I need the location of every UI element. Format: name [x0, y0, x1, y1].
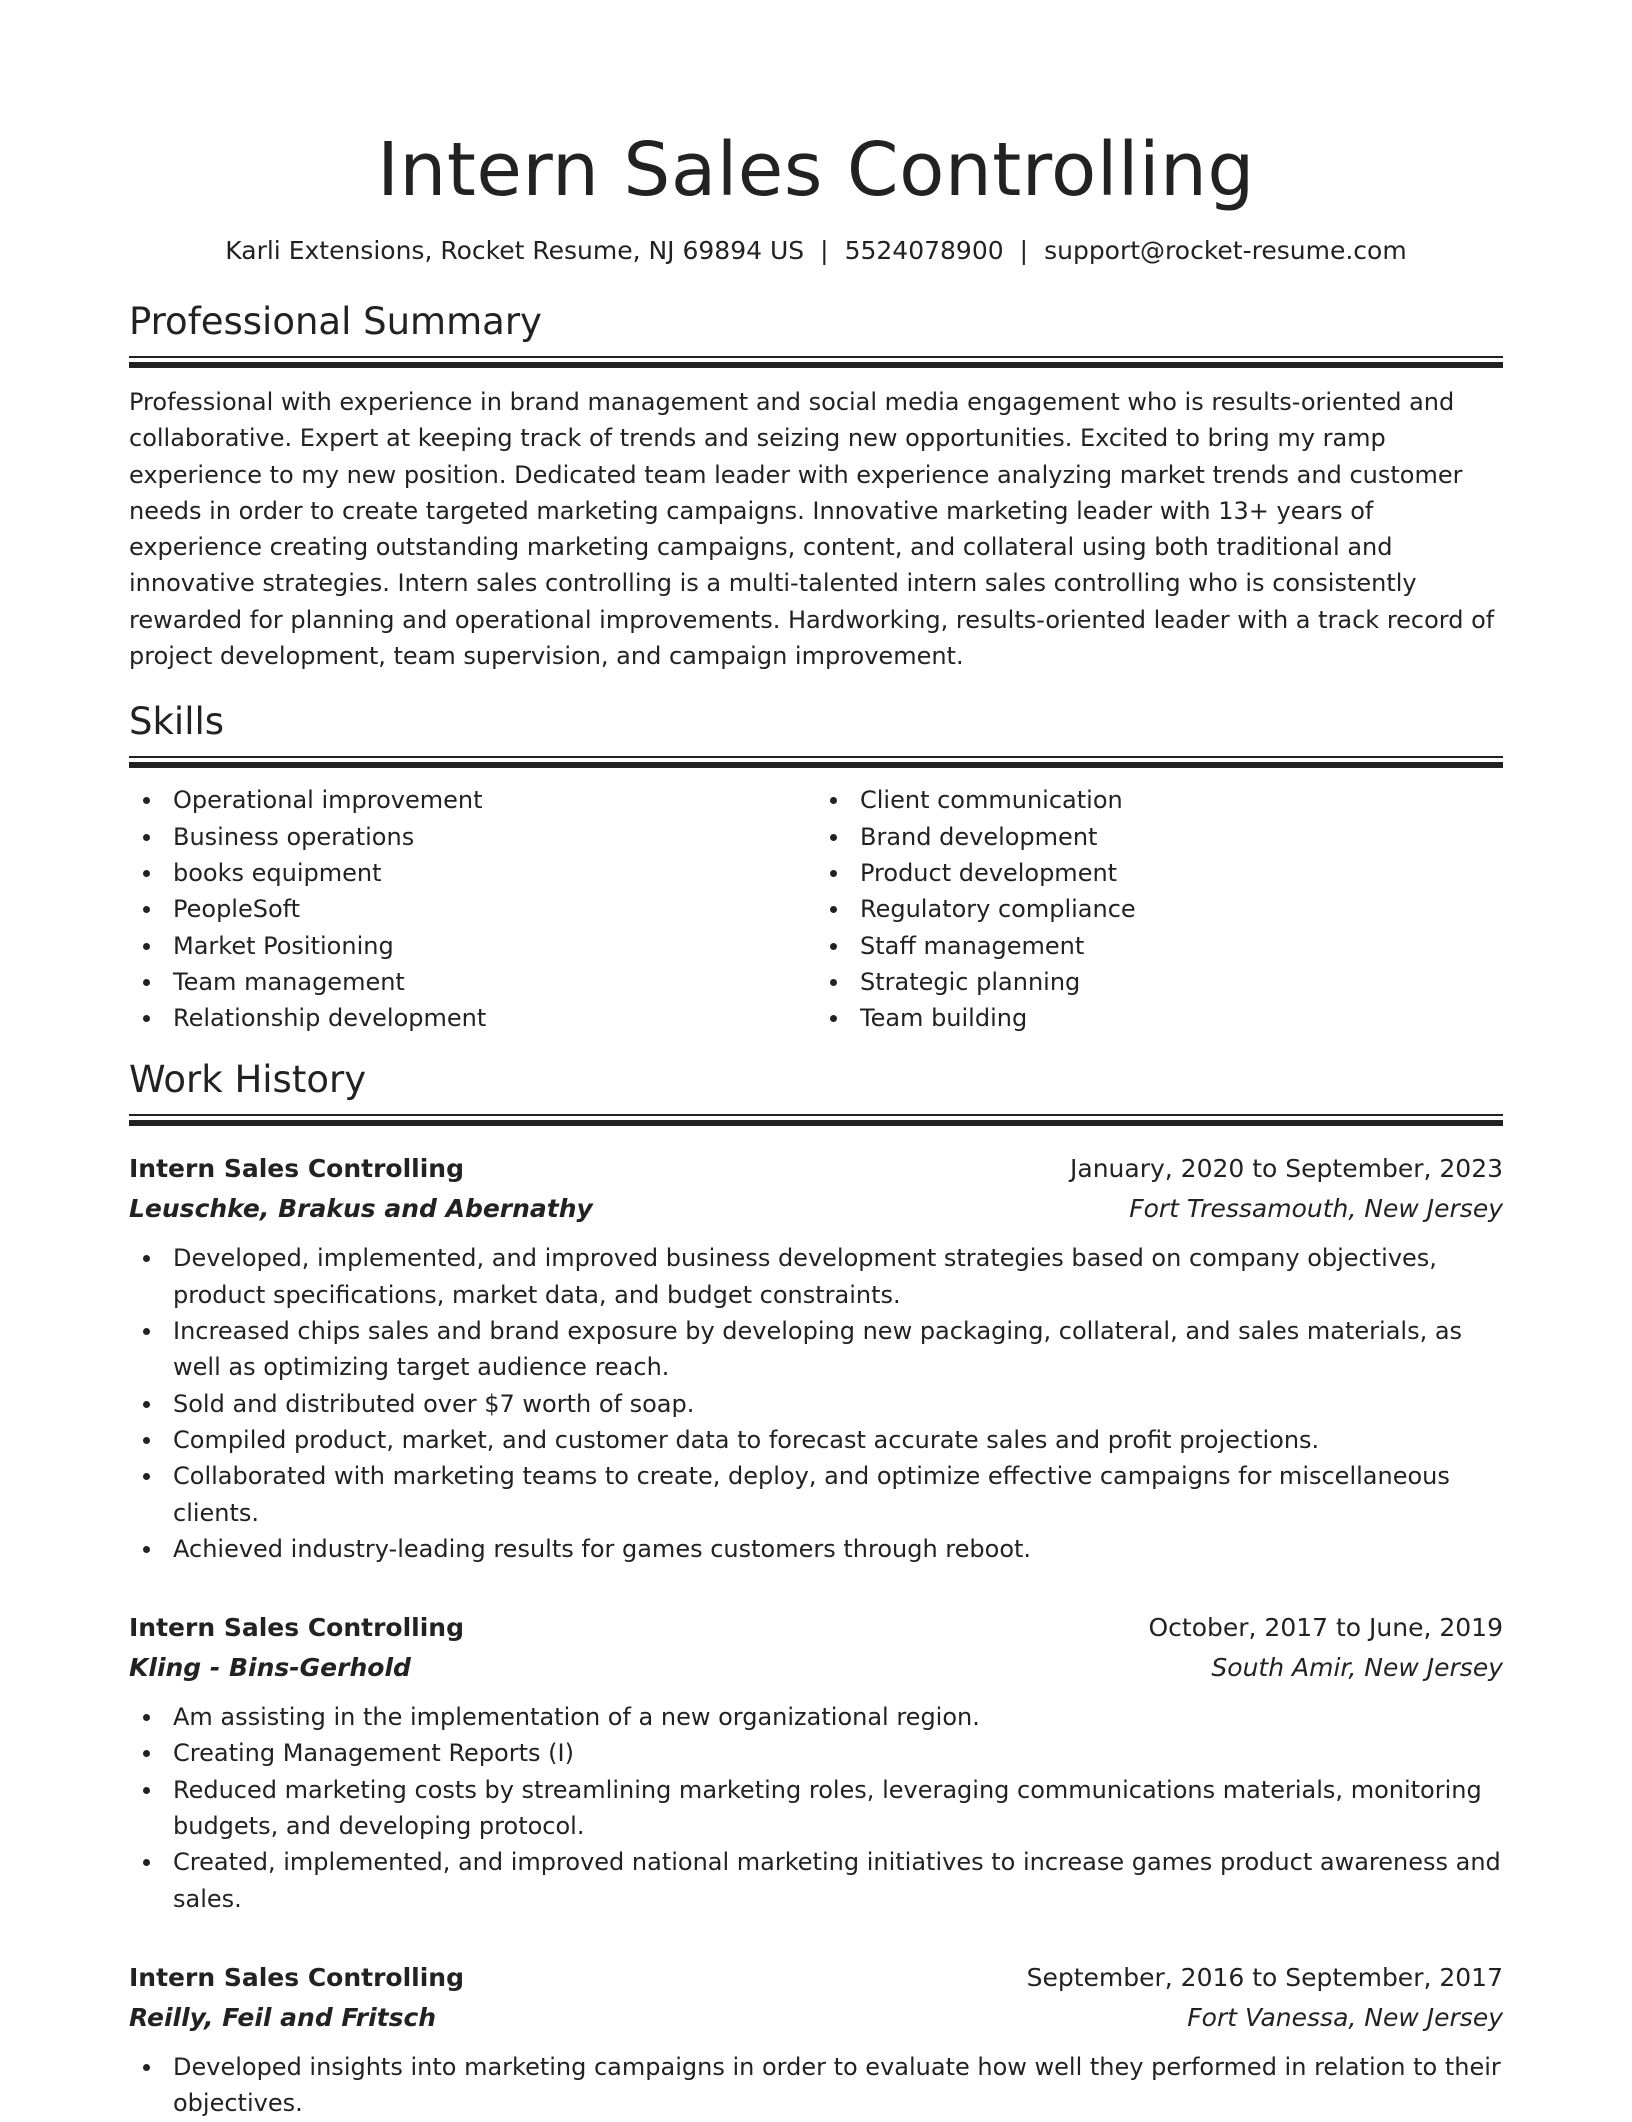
job-bullet: Reduced marketing costs by streamlining marketing roles, leveraging communications materials, monitoring budgets, and developing protocol.: [129, 1772, 1503, 1845]
job-bullets: [129, 2049, 1503, 2122]
skill-item: Product development: [816, 855, 1503, 891]
skills-column-left: [129, 782, 816, 1036]
job-company: Kling - Bins-Gerhold: [129, 1653, 411, 1683]
job-subheader-row: [129, 1188, 1503, 1230]
job-header-row: [129, 1150, 1503, 1188]
skill-item: books equipment: [129, 855, 816, 891]
section-title-work: Work History: [129, 1058, 367, 1102]
job-bullet: Developed insights into marketing campaigns in order to evaluate how well they performed in relation to their objectives.: [129, 2049, 1503, 2122]
job-entry: [129, 1959, 1503, 2122]
skill-item: Operational improvement: [129, 782, 816, 818]
section-title-skills: Skills: [129, 700, 225, 744]
skill-item: Staff management: [816, 928, 1503, 964]
skill-item: Relationship development: [129, 1000, 816, 1036]
job-entry: [129, 1609, 1503, 1917]
job-location: South Amir, New Jersey: [1211, 1653, 1503, 1683]
job-bullet: Created, implemented, and improved national marketing initiatives to increase games product awareness and sales.: [129, 1844, 1503, 1917]
skill-item: Business operations: [129, 819, 816, 855]
contact-separator: |: [820, 236, 829, 265]
job-header-row: [129, 1609, 1503, 1647]
job-bullet: Creating Management Reports (I): [129, 1735, 1503, 1771]
skill-item: Strategic planning: [816, 964, 1503, 1000]
job-company: Reilly, Feil and Fritsch: [129, 2002, 437, 2032]
job-bullet: Am assisting in the implementation of a new organizational region.: [129, 1699, 1503, 1735]
professional-summary-section: [129, 298, 1503, 674]
skill-item: Regulatory compliance: [816, 891, 1503, 927]
job-location: Fort Vanessa, New Jersey: [1187, 2002, 1503, 2032]
job-bullet: Sold and distributed over $7 worth of soap.: [129, 1386, 1503, 1422]
job-title: Intern Sales Controlling: [129, 1962, 464, 1992]
job-dates: January, 2020 to September, 2023: [1070, 1154, 1503, 1184]
contact-separator: |: [1019, 236, 1029, 265]
section-title-summary: Professional Summary: [129, 300, 542, 343]
skills-grid: [129, 782, 1503, 1036]
job-entry: [129, 1150, 1503, 1567]
job-subheader-row: [129, 1647, 1503, 1689]
skill-item: Team building: [816, 1000, 1503, 1036]
summary-text: Professional with experience in brand management and social media engagement who is results-oriented and collaborative. Expert at keeping track of trends and seizing new opportunities. Excited to bring my ramp experience to my new position. Dedicated team leader with experience analyzing market trends and customer needs in order to create targeted marketing campaigns. Innovative marketing leader with 13+ years of experience creating outstanding marketing campaigns, content, and collateral using both traditional and innovative strategies. Intern sales controlling is a multi-talented intern sales controlling who is consistently rewarded for planning and operational improvements. Hardworking, results-oriented leader with a track record of project development, team supervision, and campaign improvement.: [129, 388, 1495, 671]
contact-email: support@rocket-resume.com: [1044, 236, 1407, 265]
skills-column-right: [816, 782, 1503, 1036]
job-bullet: Achieved industry-leading results for games customers through reboot.: [129, 1531, 1503, 1567]
job-bullet: Compiled product, market, and customer data to forecast accurate sales and profit projections.: [129, 1422, 1503, 1458]
skills-list-left: [129, 782, 816, 1036]
job-dates: October, 2017 to June, 2019: [1148, 1613, 1503, 1643]
skill-item: Market Positioning: [129, 928, 816, 964]
section-divider: [129, 1114, 1503, 1126]
skill-item: PeopleSoft: [129, 891, 816, 927]
contact-phone: 5524078900: [844, 236, 1004, 265]
job-dates: September, 2016 to September, 2017: [1026, 1962, 1503, 1992]
job-title: Intern Sales Controlling: [129, 1613, 464, 1643]
job-bullets: [129, 1699, 1503, 1917]
skill-item: Brand development: [816, 819, 1503, 855]
skills-list-right: [816, 782, 1503, 1036]
contact-line: [129, 234, 1503, 268]
job-title: Intern Sales Controlling: [129, 1154, 464, 1184]
section-divider: [129, 356, 1503, 368]
job-bullet: Increased chips sales and brand exposure by developing new packaging, collateral, and sales materials, as well as optimizing target audience reach.: [129, 1313, 1503, 1386]
resume-title: Intern Sales Controlling: [377, 127, 1255, 213]
section-divider: [129, 756, 1503, 768]
job-subheader-row: [129, 1997, 1503, 2039]
job-bullets: [129, 1240, 1503, 1567]
job-bullet: Collaborated with marketing teams to create, deploy, and optimize effective campaigns for miscellaneous clients.: [129, 1458, 1503, 1531]
job-company: Leuschke, Brakus and Abernathy: [129, 1194, 593, 1224]
job-bullet: Developed, implemented, and improved business development strategies based on company objectives, product specifications, market data, and budget constraints.: [129, 1240, 1503, 1313]
work-history-section: [129, 1056, 1503, 2121]
job-location: Fort Tressamouth, New Jersey: [1129, 1194, 1503, 1224]
skill-item: Team management: [129, 964, 816, 1000]
skills-section: [129, 698, 1503, 1036]
contact-address: Karli Extensions, Rocket Resume, NJ 69894 US: [225, 236, 805, 265]
skill-item: Client communication: [816, 782, 1503, 818]
job-header-row: [129, 1959, 1503, 1997]
